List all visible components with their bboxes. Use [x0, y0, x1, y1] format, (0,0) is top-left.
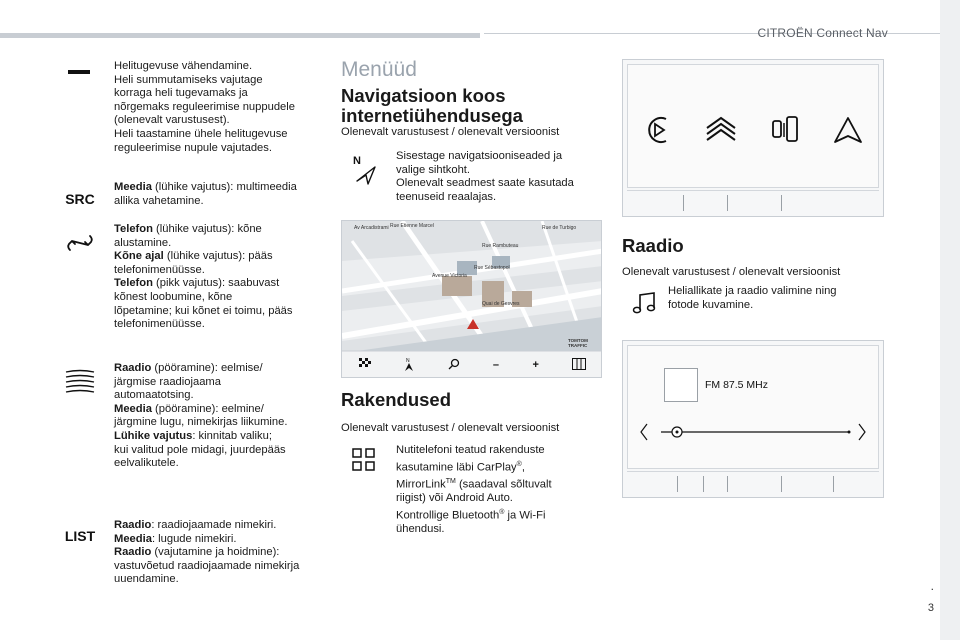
rotary-dial-icon — [60, 366, 100, 396]
mute-icon — [62, 64, 96, 80]
search-icon[interactable] — [448, 358, 460, 373]
map-label: Rue Sébastopol — [474, 265, 510, 271]
radio-description: Heliallikate ja raadio valimine ning fotode kuvamine. — [668, 285, 837, 311]
radio-screen — [622, 340, 884, 498]
apps-screen-bottom-bar — [623, 188, 885, 216]
phone-description: Telefon (lühike vajutus): kõne alustamine. Kõne ajal (lühike vajutus): pääs telefonimenüüsse. Telefon (pikk vajutus): saabuvast kõnest loobumine, kõne lõpetamine; kui kõnet ei toimu, pääs telefonimenüüsse. — [114, 223, 293, 331]
mute-description: Helitugevuse vähendamine. Heli summutamiseks vajutage korraga heli tugevamaks ja nõrgemaks reguleerimise nuppudele (olenevalt varustusest). Heli taastamine ühele helitugevuse reguleerimise nupule vajutades. — [114, 60, 295, 154]
apps-screen-icons — [627, 112, 879, 152]
nav-subtitle: Olenevalt varustusest / olenevalt versioonist — [341, 126, 560, 138]
compass-icon[interactable] — [404, 357, 414, 374]
map-label: Quai de Gesvres — [482, 301, 520, 307]
android-auto-icon[interactable] — [833, 116, 863, 149]
page-number: 3 — [927, 602, 934, 614]
map-options-icon[interactable] — [572, 358, 586, 373]
src-description: Meedia (lühike vajutus): multimeedia allika vahetamine. — [114, 181, 297, 207]
brand-name: CITROËN Connect Nav — [757, 26, 888, 40]
svg-text:N: N — [353, 155, 361, 167]
list-description: Raadio: raadiojaamade nimekiri. Meedia: lugude nimekiri. Raadio (vajutamine ja hoidmine): vastuvõetud raadiojaamade nimekirja uuendamine. — [114, 519, 300, 586]
checker-flag-icon[interactable] — [359, 358, 371, 373]
svg-text:N: N — [406, 357, 410, 364]
fm-frequency-label: FM 87.5 MHz — [705, 379, 769, 391]
zoom-out-icon[interactable]: – — [492, 359, 500, 371]
page-dot: . — [930, 579, 934, 593]
list-icon: LIST — [64, 528, 96, 544]
apps-description: Nutitelefoni teatud rakenduste kasutamine läbi CarPlay®, MirrorLink™ (saadaval sõltuvalt riigist) või Android Auto. Kontrollige Bluetooth® ja Wi-Fi ühendusi. — [396, 444, 552, 536]
rotary-dial-description: Raadio (pööramine): eelmise/ järgmise raadiojaama automaatotsing. Meedia (pööramine): eelmine/ järgmine lugu, nimekirjas liikumine. Lühike vajutus: kinnitab valiku; kui valitud pole midagi, juurdepääs eelvalikutele. — [114, 362, 288, 470]
radio-subtitle: Olenevalt varustusest / olenevalt versioonist — [622, 266, 841, 278]
map-toolbar — [342, 352, 602, 378]
station-artwork — [664, 368, 698, 402]
section-title: Menüüd — [341, 58, 417, 81]
navigation-icon — [350, 152, 380, 186]
citroen-chevrons-icon[interactable] — [705, 116, 737, 149]
map-label: Rue Rambuteau — [482, 243, 519, 249]
tomtom-traffic-logo: TOMTOM TRAFFIC — [568, 338, 588, 348]
music-note-icon — [630, 288, 660, 318]
navigation-map-screen — [341, 220, 602, 378]
apps-heading: Rakendused — [341, 389, 452, 410]
map-label: Rue Etienne Marcel — [390, 223, 434, 229]
apps-screen — [622, 59, 884, 217]
radio-screen-panel — [627, 345, 879, 469]
nav-description: Sisestage navigatsiooniseaded ja valige sihtkoht. Olenevalt seadmest saate kasutada teenuseid reaalajas. — [396, 150, 574, 203]
zoom-in-icon[interactable]: + — [532, 359, 539, 371]
tuner-slider[interactable] — [637, 421, 869, 443]
mirrorlink-icon[interactable] — [770, 115, 800, 150]
page-edge-bar — [940, 0, 960, 640]
map-label: Avenue Victoria — [432, 273, 467, 279]
top-rule — [0, 33, 480, 38]
apps-grid-icon — [350, 446, 378, 474]
header-rule — [484, 33, 960, 34]
nav-heading: Navigatsioon koos internetiühendusega — [341, 85, 523, 126]
apps-subtitle: Olenevalt varustusest / olenevalt versioonist — [341, 422, 560, 434]
map-label: Av Arcadistrami — [354, 225, 389, 231]
radio-heading: Raadio — [622, 235, 684, 256]
carplay-icon[interactable] — [644, 115, 672, 150]
phone-icon — [60, 228, 100, 258]
map-label: Rue de Turbigo — [542, 225, 577, 231]
radio-screen-bottom-bar — [623, 469, 885, 497]
src-icon: SRC — [65, 191, 95, 207]
